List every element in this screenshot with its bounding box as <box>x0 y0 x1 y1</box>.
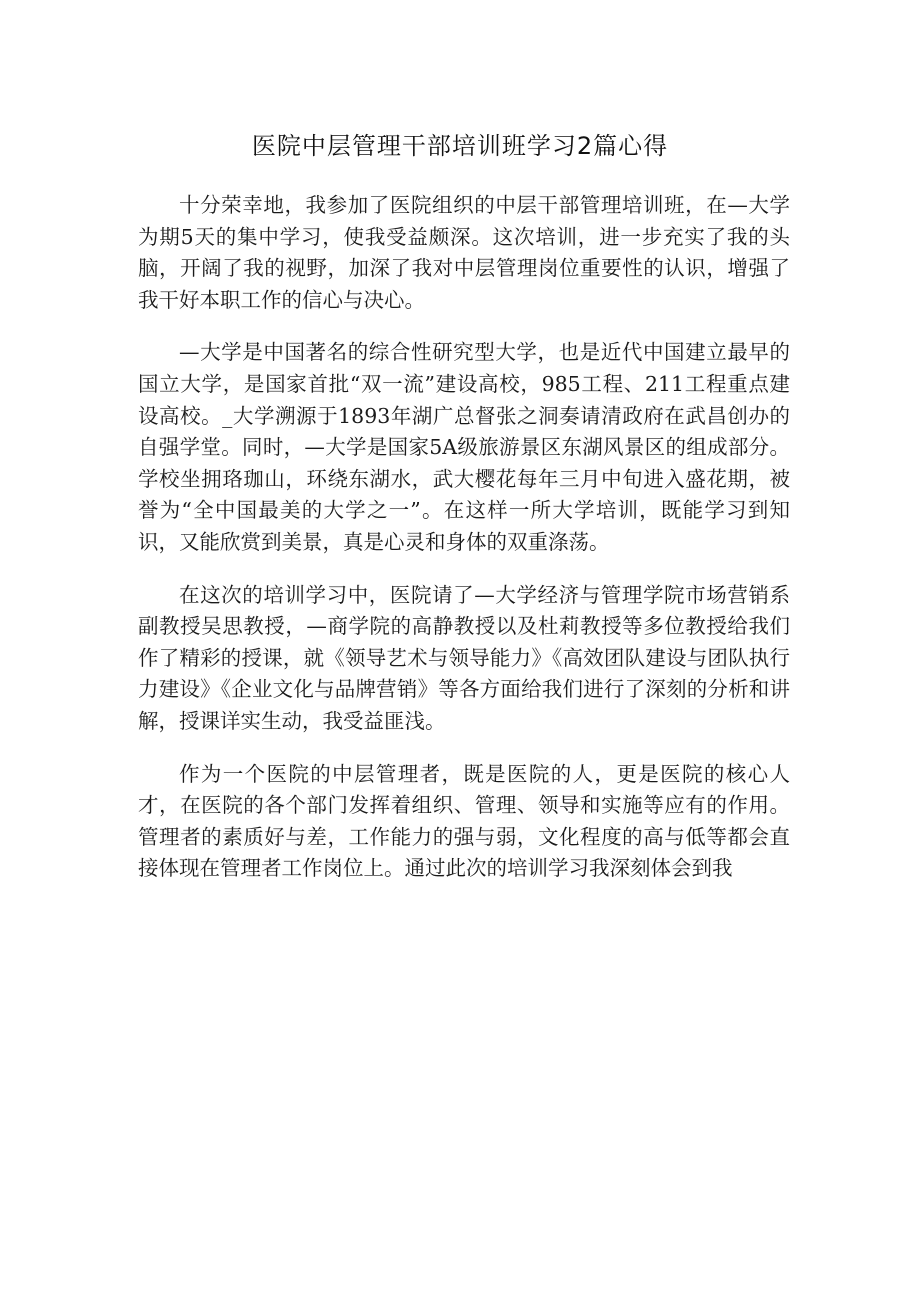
paragraph-4: 作为一个医院的中层管理者，既是医院的人，更是医院的核心人才，在医院的各个部门发挥着组织、管理、领导和实施等应有的作用。管理者的素质好与差，工作能力的强与弱，文化程度的高与低等都会直接体现在管理者工作岗位上。通过此次的培训学习我深刻体会到我 <box>138 761 790 881</box>
document-body <box>138 190 790 906</box>
document-title: 医院中层管理干部培训班学习2篇心得 <box>251 132 669 160</box>
paragraph-2: —大学是中国著名的综合性研究型大学，也是近代中国建立最早的国立大学，是国家首批“双一流”建设高校，985工程、211工程重点建设高校。_大学溯源于1893年湖广总督张之洞奏请清政府在武昌创办的自强学堂。同时，—大学是国家5A级旅游景区东湖风景区的组成部分。学校坐拥珞珈山，环绕东湖水，武大樱花每年三月中旬进入盛花期，被誉为“全中国最美的大学之一”。在这样一所大学培训，既能学习到知识，又能欣赏到美景，真是心灵和身体的双重涤荡。 <box>138 340 790 554</box>
paragraph-1: 十分荣幸地，我参加了医院组织的中层干部管理培训班，在—大学为期5天的集中学习，使我受益颇深。这次培训，进一步充实了我的头脑，开阔了我的视野，加深了我对中层管理岗位重要性的认识，增强了我干好本职工作的信心与决心。 <box>138 193 790 312</box>
paragraph-3: 在这次的培训学习中，医院请了—大学经济与管理学院市场营销系副教授吴思教授，—商学院的高静教授以及杜莉教授等多位教授给我们作了精彩的授课，就《领导艺术与领导能力》《高效团队建设与团队执行力建设》《企业文化与品牌营销》等各方面给我们进行了深刻的分析和讲解，授课详实生动，我受益匪浅。 <box>138 582 790 733</box>
